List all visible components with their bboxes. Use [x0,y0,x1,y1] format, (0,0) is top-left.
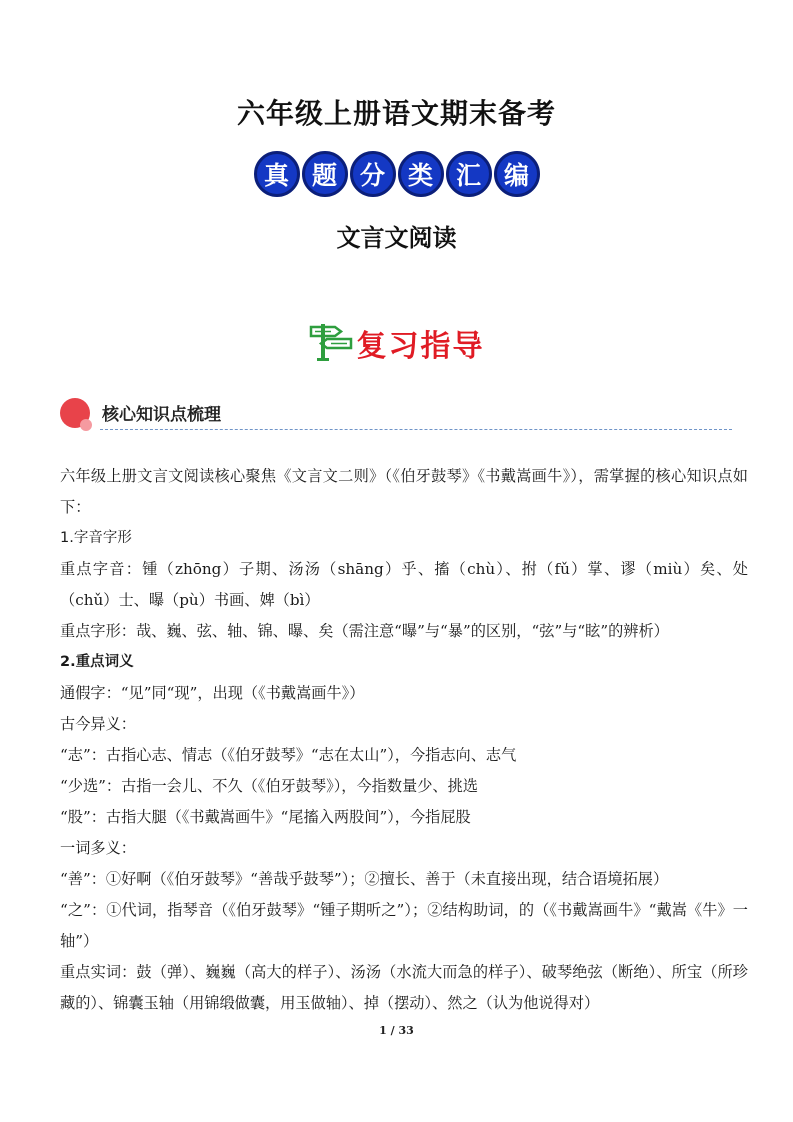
badge-row [0,151,793,197]
section-divider [100,429,732,430]
intro-paragraph: 六年级上册文言文阅读核心聚焦《文言文二则》（《伯牙鼓琴》《书戴嵩画牛》），需掌握的核心知识点如下： [60,467,748,516]
signpost-icon [309,320,355,366]
title-badge: 汇 [446,151,492,197]
paragraph: “善”：①好啊（《伯牙鼓琴》“善哉乎鼓琴”）；②擅长、善于（未直接出现，结合语境拓展） [60,870,669,888]
page-number: 1 / 33 [379,1024,414,1037]
document-title: 六年级上册语文期末备考 [236,97,556,130]
subheading-word-meaning: 2.重点词义 [60,654,134,670]
section-dot [80,419,92,431]
paragraph: “志”：古指心志、情志（《伯牙鼓琴》“志在太山”），今指志向、志气 [60,746,517,764]
title-badge: 真 [254,151,300,197]
review-guide-banner [0,320,793,366]
paragraph: “股”：古指大腿（《书戴嵩画牛》“尾搐入两股间”），今指屁股 [60,808,471,826]
document-subtitle: 文言文阅读 [336,224,457,252]
paragraph: 重点字形：哉、巍、弦、轴、锦、曝、矣（需注意“曝”与“暴”的区别，“弦”与“眩”的辨析） [60,622,669,640]
paragraph: 古今异义： [60,715,136,733]
review-guide-title: 复习指导 [356,329,485,364]
paragraph: “少选”：古指一会儿、不久（《伯牙鼓琴》），今指数量少、挑选 [60,777,478,795]
document-body [60,461,748,1019]
paragraph: 重点实词：鼓（弹）、巍巍（高大的样子）、汤汤（水流大而急的样子）、破琴绝弦（断绝）、所宝（所珍藏的）、锦囊玉轴（用锦缎做囊，用玉做轴）、掉（摆动）、然之（认为他说得对） [60,963,748,1012]
paragraph: 重点字音：锺（zhōng）子期、汤汤（shāng）乎、搐（chù）、拊（fǔ）掌、谬（miù）矣、处（chǔ）士、曝（pù）书画、婢（bì） [60,560,748,609]
title-badge: 分 [350,151,396,197]
section-title: 核心知识点梳理 [102,405,221,425]
title-badge: 类 [398,151,444,197]
title-badge: 题 [302,151,348,197]
subheading-pronunciation: 1.字音字形 [60,530,132,546]
title-badge: 编 [494,151,540,197]
section-header [60,396,732,436]
paragraph: 通假字：“见”同“现”，出现（《书戴嵩画牛》） [60,684,365,702]
paragraph: “之”：①代词，指琴音（《伯牙鼓琴》“锺子期听之”）；②结构助词，的（《书戴嵩画牛》“戴嵩《牛》一轴”） [60,901,748,950]
paragraph: 一词多义： [60,839,136,857]
